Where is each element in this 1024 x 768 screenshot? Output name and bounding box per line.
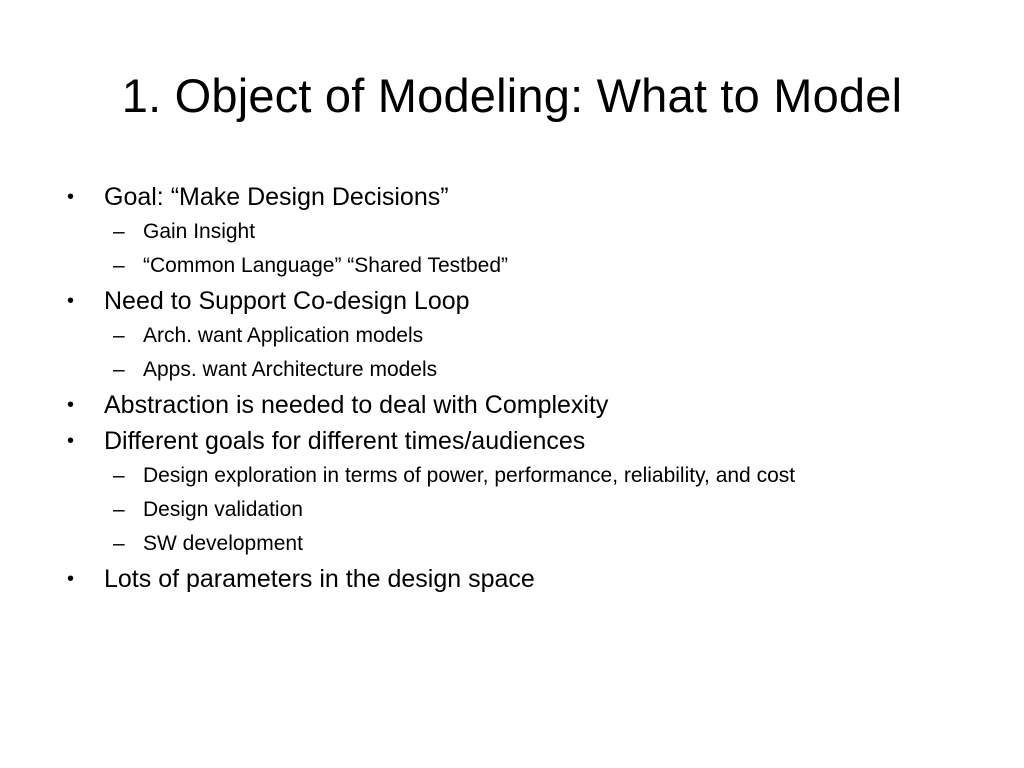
dash-marker: – [113, 220, 125, 243]
dash-marker: – [113, 498, 125, 521]
sub-bullet-item [62, 215, 982, 249]
sub-bullet-text: Apps. want Architecture models [143, 358, 438, 381]
bullet-text: Abstraction is needed to deal with Complexity [104, 391, 609, 419]
sub-bullet-item [62, 319, 982, 353]
sub-bullet-text: Gain Insight [143, 220, 256, 243]
sub-bullet-text: Arch. want Application models [143, 324, 424, 347]
bullet-text: Goal: “Make Design Decisions” [104, 183, 449, 211]
bullet-item [62, 423, 982, 459]
bullet-text: Lots of parameters in the design space [104, 565, 535, 593]
sub-bullet-text: “Common Language” “Shared Testbed” [143, 254, 508, 277]
slide-title: 1. Object of Modeling: What to Model [121, 69, 903, 122]
dash-marker: – [113, 464, 125, 487]
bullet-item [62, 561, 982, 597]
sub-bullet-text: SW development [143, 532, 303, 555]
bullet-item [62, 283, 982, 319]
dash-marker: – [113, 324, 125, 347]
sub-bullet-text: Design validation [143, 498, 303, 521]
bullet-item [62, 387, 982, 423]
sub-bullet-item [62, 493, 982, 527]
bullet-item [62, 179, 982, 215]
bullet-marker: • [67, 394, 75, 416]
sub-bullet-text: Design exploration in terms of power, performance, reliability, and cost [143, 464, 796, 487]
sub-bullet-item [62, 353, 982, 387]
bullet-marker: • [67, 430, 75, 452]
sub-bullet-item [62, 459, 982, 493]
dash-marker: – [113, 358, 125, 381]
bullet-marker: • [67, 568, 75, 590]
bullet-text: Need to Support Co-design Loop [104, 287, 470, 315]
sub-bullet-item [62, 249, 982, 283]
bullet-text: Different goals for different times/audiences [104, 427, 586, 455]
sub-bullet-item [62, 527, 982, 561]
dash-marker: – [113, 254, 125, 277]
bullet-list [62, 179, 982, 597]
dash-marker: – [113, 532, 125, 555]
bullet-marker: • [67, 186, 75, 208]
bullet-marker: • [67, 290, 75, 312]
